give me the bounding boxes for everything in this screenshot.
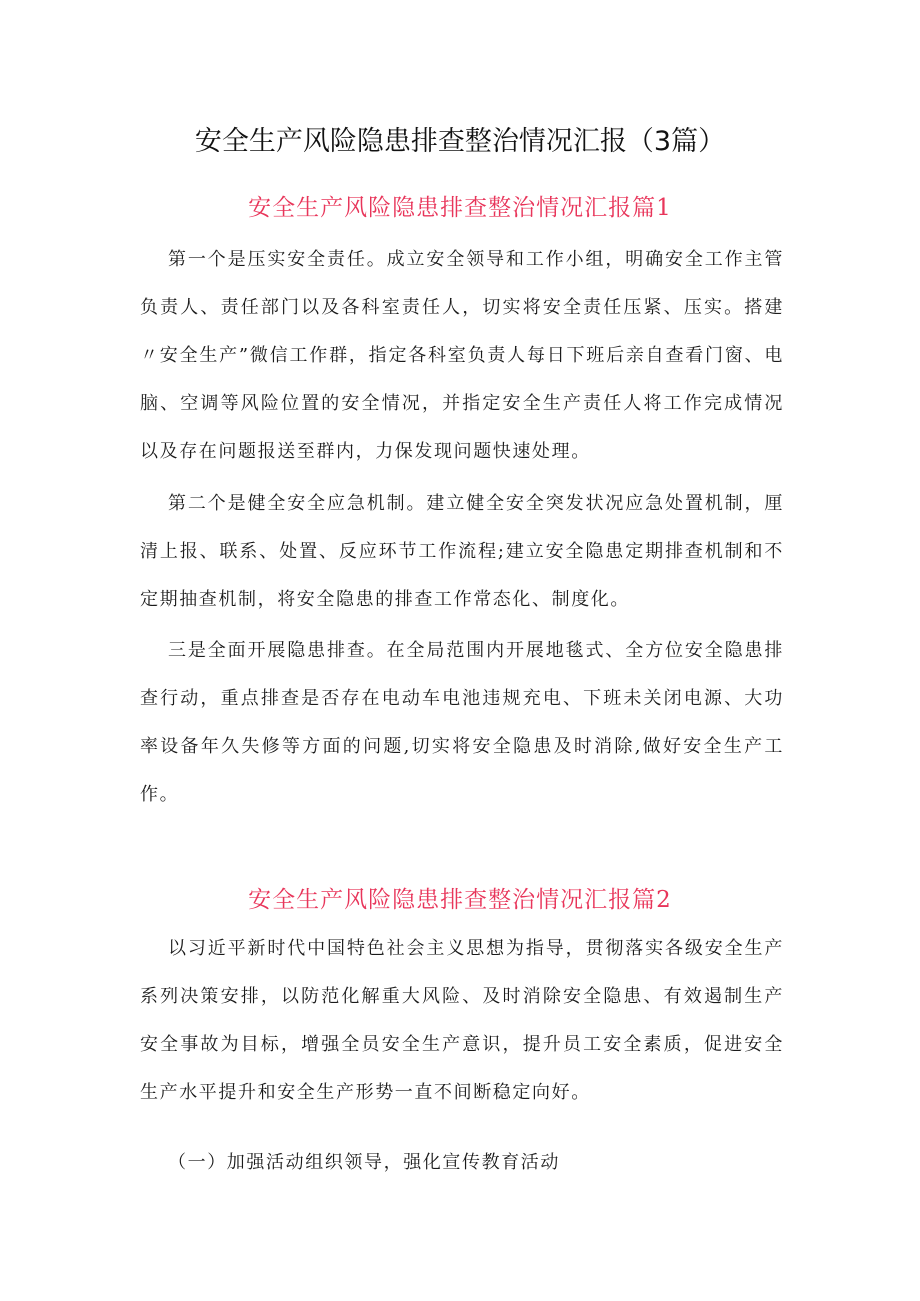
section-1-paragraph-2: 第二个是健全安全应急机制。建立健全安全突发状况应急处置机制，厘清上报、联系、处置、反应环节工作流程;建立安全隐患定期排查机制和不定期抽查机制，将安全隐患的排查工作常态化、制度化。 <box>140 493 784 610</box>
section-1-paragraph-3: 三是全面开展隐患排查。在全局范围内开展地毯式、全方位安全隐患排查行动，重点排查是否存在电动车电池违规充电、下班未关闭电源、大功率设备年久失修等方面的问题,切实将安全隐患及时消除,做好安全生产工作。 <box>140 640 784 805</box>
section-2-paragraph-1: 以习近平新时代中国特色社会主义思想为指导，贯彻落实各级安全生产系列决策安排，以防范化解重大风险、及时消除安全隐患、有效遏制生产安全事故为目标，增强全员安全生产意识，提升员工安全素质，促进安全生产水平提升和安全生产形势一直不间断稳定向好。 <box>140 938 784 1103</box>
section-2-subheading: （一）加强活动组织领导，强化宣传教育活动 <box>168 1152 560 1173</box>
section-2-heading: 安全生产风险隐患排查整治情况汇报篇2 <box>248 887 672 913</box>
section-1-paragraph-1: 第一个是压实安全责任。成立安全领导和工作小组，明确安全工作主管负责人、责任部门以及各科室责任人，切实将安全责任压紧、压实。搭建〃安全生产”微信工作群，指定各科室负责人每日下班后亲自查看门窗、电脑、空调等风险位置的安全情况，并指定安全生产责任人将工作完成情况以及存在问题报送至群内，力保发现问题快速处理。 <box>140 249 784 462</box>
section-1-heading: 安全生产风险隐患排查整治情况汇报篇1 <box>248 195 672 221</box>
document-title: 安全生产风险隐患排查整治情况汇报（3篇） <box>194 126 726 157</box>
